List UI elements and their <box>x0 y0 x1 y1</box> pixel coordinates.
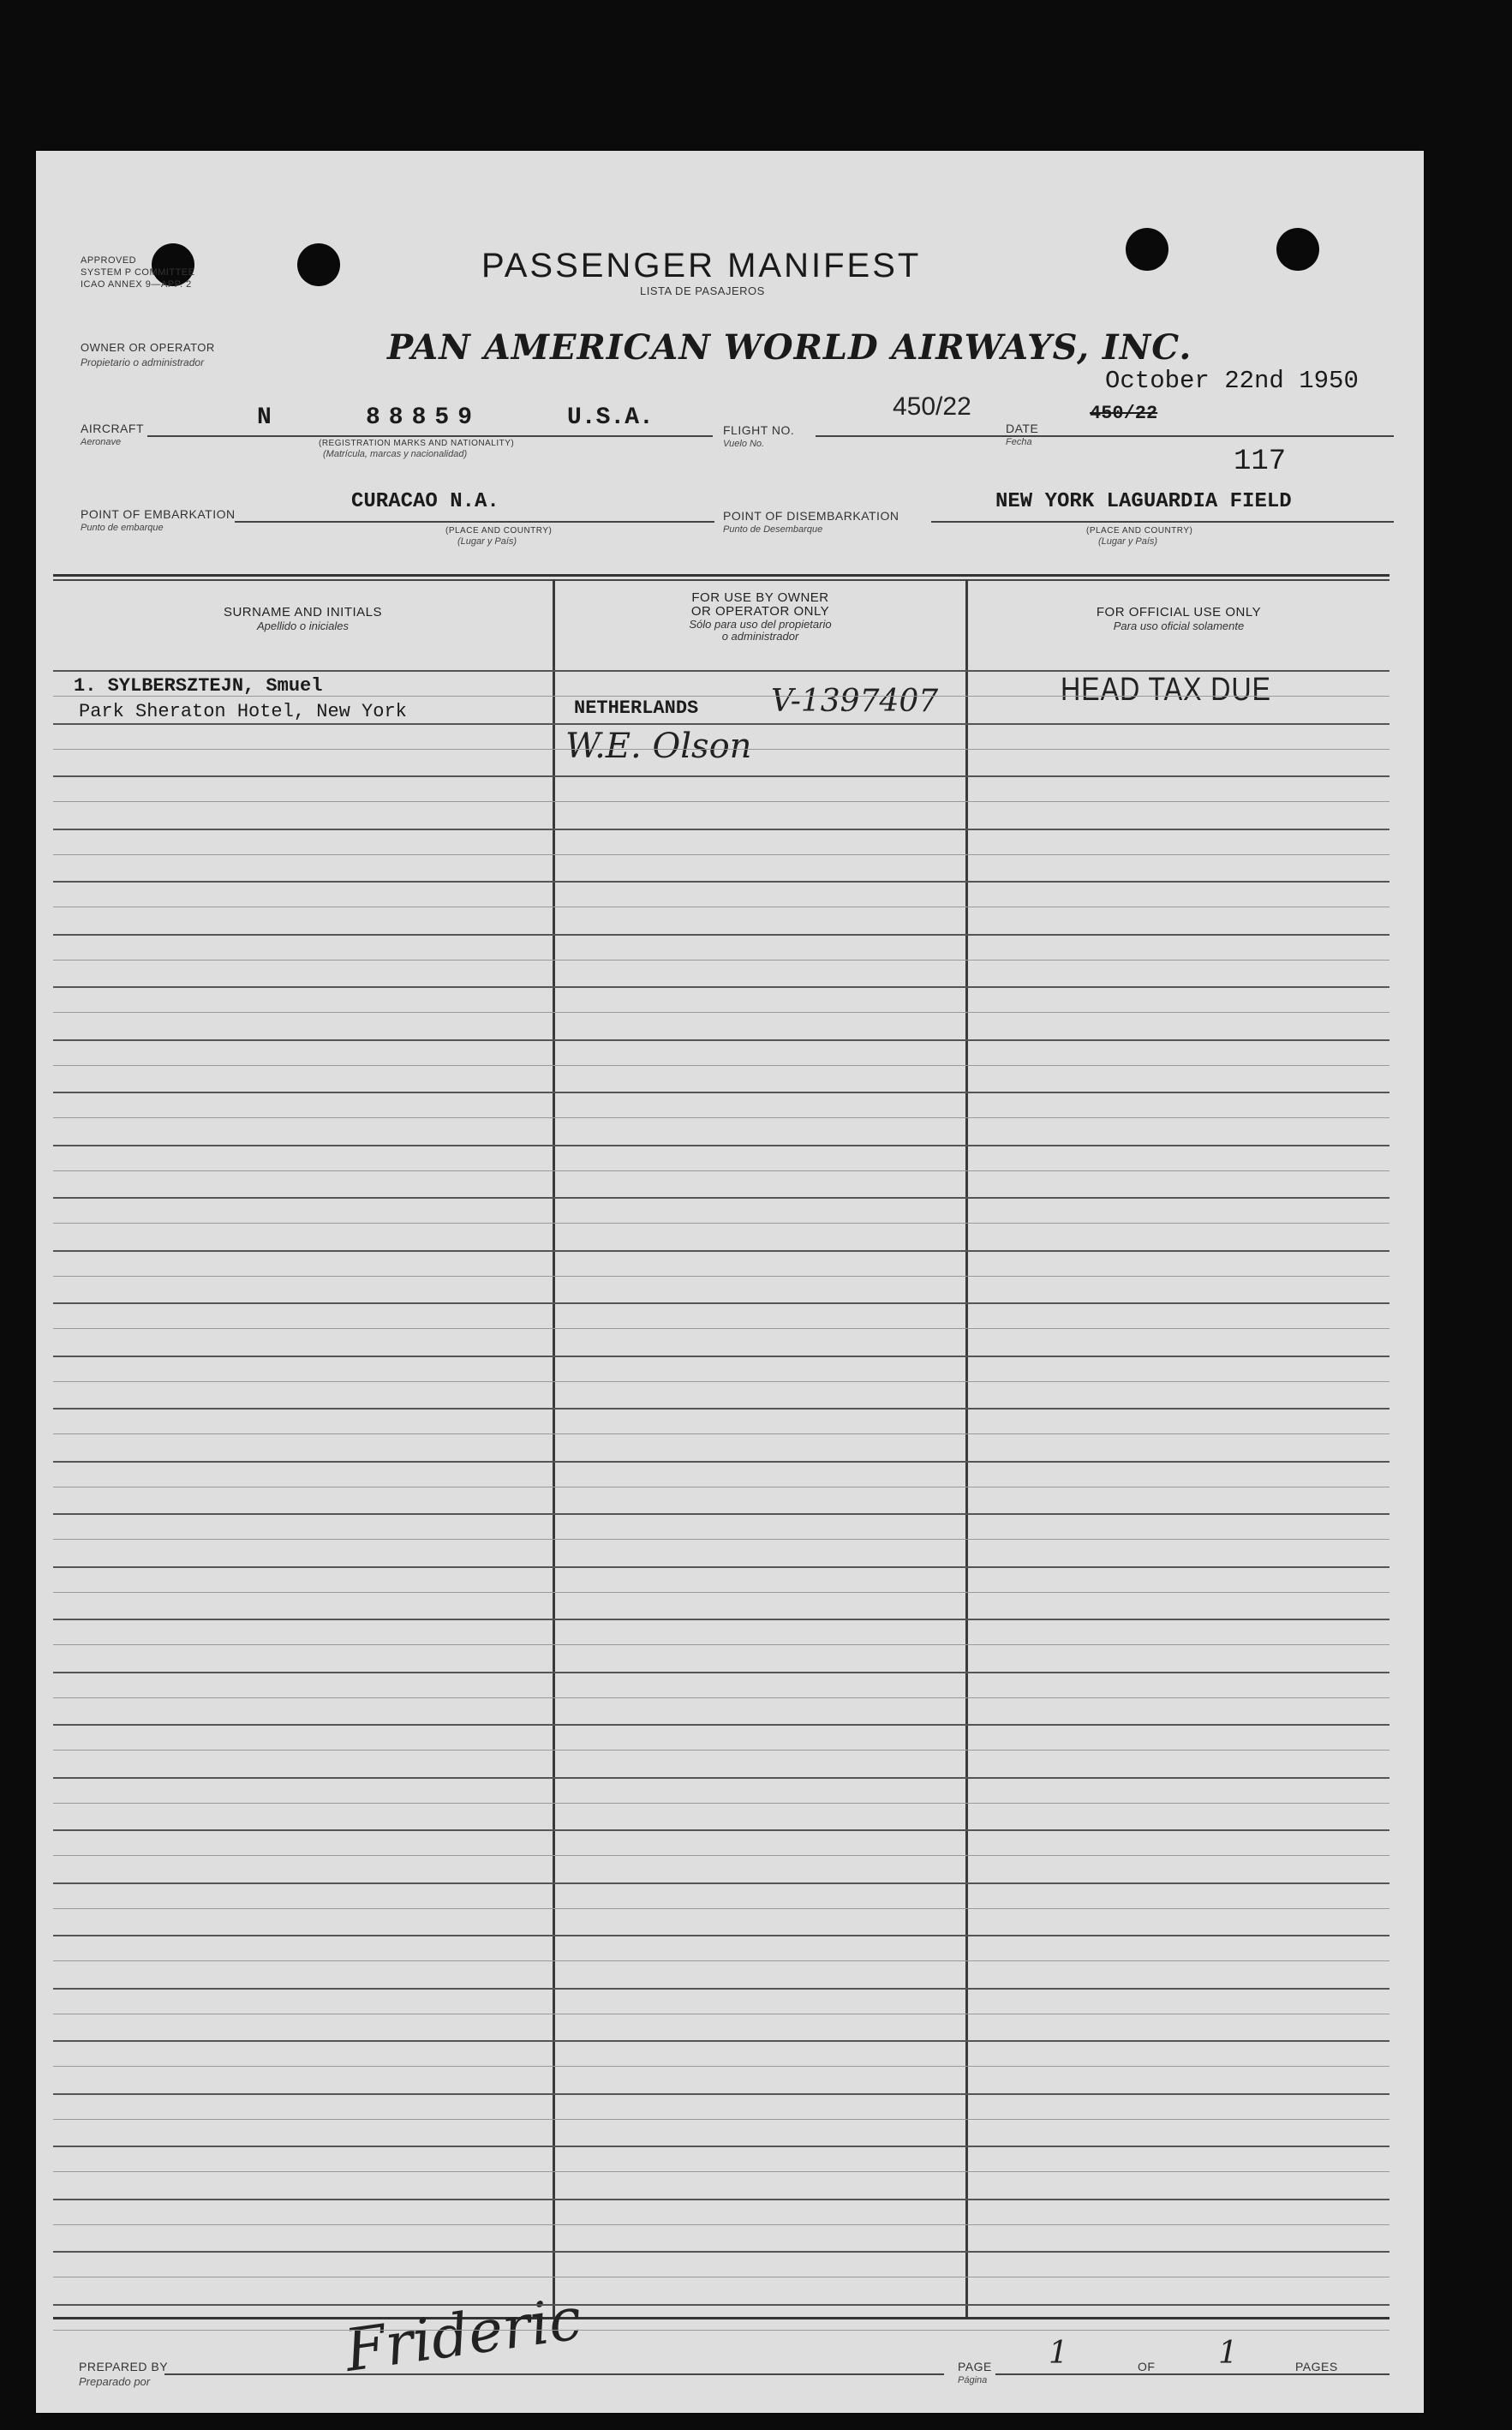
column-header-official-sub: Para uso oficial solamente <box>1113 619 1245 632</box>
ruled-row-line <box>53 1197 1389 1199</box>
approval-line-2: SYSTEM P COMMITTEE <box>81 267 195 278</box>
date-label: DATE <box>1006 422 1039 435</box>
approval-line-1: APPROVED <box>81 255 137 266</box>
ruled-row-subline <box>53 854 1389 855</box>
ruled-row-subline <box>53 1328 1389 1329</box>
disembark-value: NEW YORK LAGUARDIA FIELD <box>995 490 1292 513</box>
column-header-operator-sub-2: o administrador <box>721 630 799 643</box>
ruled-row-line <box>53 1302 1389 1304</box>
owner-label: OWNER OR OPERATOR <box>81 341 215 354</box>
pages-label: PAGES <box>1295 2360 1338 2373</box>
aircraft-caption-es: (Matrícula, marcas y nacionalidad) <box>323 449 468 459</box>
column-header-surname-sub: Apellido o iniciales <box>257 619 349 632</box>
ruled-row-line <box>53 1461 1389 1463</box>
ruled-row-subline <box>53 1170 1389 1171</box>
ruled-row-line <box>53 2093 1389 2095</box>
page-title: PASSENGER MANIFEST <box>481 247 922 284</box>
disembark-label: POINT OF DISEMBARKATION <box>723 509 899 523</box>
aircraft-label: AIRCRAFT <box>81 422 144 435</box>
aircraft-reg: N <box>257 404 272 431</box>
punch-hole-3 <box>1126 228 1168 271</box>
manifest-sheet <box>36 151 1424 2413</box>
flight-number: 450/22 <box>893 392 971 421</box>
punch-hole-2 <box>297 243 340 286</box>
ruled-row-line <box>53 2146 1389 2147</box>
page-value: 1 <box>1049 2336 1068 2371</box>
ruled-row-subline <box>53 1117 1389 1118</box>
ruled-row-line <box>53 1724 1389 1726</box>
operator-signature: W.E. Olson <box>565 727 752 766</box>
disembark-caption-es: (Lugar y País) <box>1098 536 1158 547</box>
ruled-row-subline <box>53 1223 1389 1224</box>
ruled-row-line <box>53 1777 1389 1779</box>
of-value: 1 <box>1218 2336 1238 2371</box>
flight-label: FLIGHT NO. <box>723 423 795 437</box>
ruled-row-subline <box>53 2119 1389 2120</box>
ruled-row-subline <box>53 960 1389 961</box>
ruled-row-subline <box>53 1065 1389 1066</box>
ruled-row-line <box>53 1829 1389 1831</box>
date-struck: 450/22 <box>1090 403 1158 424</box>
page-label: PAGE <box>958 2360 992 2373</box>
ruled-row-subline <box>53 1803 1389 1804</box>
embark-caption: (PLACE AND COUNTRY) <box>445 526 553 536</box>
column-header-surname <box>53 605 553 632</box>
aircraft-number: 88859 <box>366 404 481 431</box>
ruled-row-line <box>53 2040 1389 2042</box>
ruled-row-subline <box>53 1381 1389 1382</box>
ruled-row-line <box>53 1092 1389 1093</box>
ruled-row-subline <box>53 2171 1389 2172</box>
ruled-row-subline <box>53 2224 1389 2225</box>
ruled-row-subline <box>53 1644 1389 1645</box>
embark-label-es: Punto de embarque <box>81 523 164 533</box>
approval-line-3: ICAO ANNEX 9—APP. 2 <box>81 279 192 290</box>
aircraft-caption: (REGISTRATION MARKS AND NATIONALITY) <box>319 439 515 448</box>
page-number-stamp: 117 <box>1234 446 1287 478</box>
ruled-row-subline <box>53 1539 1389 1540</box>
column-header-operator-title-1: FOR USE BY OWNER <box>691 590 829 605</box>
ruled-row-subline <box>53 1908 1389 1909</box>
column-header-surname-title: SURNAME AND INITIALS <box>223 605 383 619</box>
column-header-operator-sub-1: Sólo para uso del propietario <box>689 618 832 631</box>
ruled-row-subline <box>53 1433 1389 1434</box>
disembark-label-es: Punto de Desembarque <box>723 524 823 535</box>
ruled-row-line <box>53 1619 1389 1620</box>
ruled-row-subline <box>53 749 1389 750</box>
column-header-operator-title-2: OR OPERATOR ONLY <box>690 604 830 619</box>
ruled-row-line <box>53 775 1389 777</box>
ruled-row-subline <box>53 1855 1389 1856</box>
date-label-es: Fecha <box>1006 437 1032 447</box>
ruled-row-line <box>53 1356 1389 1357</box>
ruled-row-line <box>53 934 1389 936</box>
ruled-row-subline <box>53 2066 1389 2067</box>
page-subtitle: LISTA DE PASAJEROS <box>640 284 765 297</box>
ruled-row-line <box>53 1039 1389 1041</box>
passenger-nationality: NETHERLANDS <box>574 697 699 719</box>
flight-label-es: Vuelo No. <box>723 439 765 449</box>
ruled-row-line <box>53 1250 1389 1252</box>
page-label-es: Página <box>958 2375 988 2385</box>
of-label: OF <box>1138 2360 1156 2373</box>
ruled-row-line <box>53 1935 1389 1936</box>
ruled-row-subline <box>53 1276 1389 1277</box>
embark-caption-es: (Lugar y País) <box>457 536 517 547</box>
ruled-row-line <box>53 1145 1389 1146</box>
aircraft-country: U.S.A. <box>567 404 654 431</box>
embark-value: CURACAO N.A. <box>351 490 499 513</box>
ruled-row-line <box>53 1988 1389 1990</box>
ruled-row-line <box>53 1882 1389 1884</box>
prepared-by-label: PREPARED BY <box>79 2360 169 2373</box>
ruled-row-line <box>53 2199 1389 2200</box>
passenger-address: Park Sheraton Hotel, New York <box>79 701 407 722</box>
ruled-row-line <box>53 1566 1389 1568</box>
column-header-official-title: FOR OFFICIAL USE ONLY <box>1096 605 1262 619</box>
passenger-name: 1. SYLBERSZTEJN, Smuel <box>74 675 323 697</box>
ruled-row-subline <box>53 801 1389 802</box>
ruled-row-line <box>53 986 1389 988</box>
ruled-row-line <box>53 829 1389 830</box>
ruled-row-line <box>53 1408 1389 1410</box>
column-header-official <box>968 605 1389 632</box>
preparer-signature: Frideric <box>340 2285 586 2385</box>
ruled-row-line <box>53 670 1389 672</box>
ruled-row-subline <box>53 2330 1389 2331</box>
date-typed: October 22nd 1950 <box>1105 367 1359 395</box>
punch-hole-4 <box>1276 228 1319 271</box>
passenger-visa-number: V-1397407 <box>771 684 939 719</box>
ruled-row-line <box>53 1513 1389 1515</box>
ruled-row-line <box>53 1672 1389 1673</box>
operator-name: PAN AMERICAN WORLD AIRWAYS, INC. <box>387 327 1192 368</box>
prepared-by-label-es: Preparado por <box>79 2375 151 2388</box>
ruled-row-subline <box>53 1012 1389 1013</box>
aircraft-label-es: Aeronave <box>81 437 122 447</box>
disembark-caption: (PLACE AND COUNTRY) <box>1086 526 1193 536</box>
ruled-row-subline <box>53 1592 1389 1593</box>
official-stamp: HEAD TAX DUE <box>1061 672 1271 708</box>
ruled-row-subline <box>53 1697 1389 1698</box>
column-header-operator <box>555 591 965 643</box>
ruled-row-subline <box>53 696 1389 697</box>
ruled-row-line <box>53 2304 1389 2306</box>
ruled-row-line <box>53 723 1389 725</box>
embark-label: POINT OF EMBARKATION <box>81 507 236 521</box>
ruled-row-line <box>53 2251 1389 2253</box>
owner-label-es: Propietario o administrador <box>81 356 205 368</box>
ruled-row-line <box>53 881 1389 883</box>
ruled-row-subline <box>53 1960 1389 1961</box>
ruled-row-subline <box>53 1750 1389 1751</box>
